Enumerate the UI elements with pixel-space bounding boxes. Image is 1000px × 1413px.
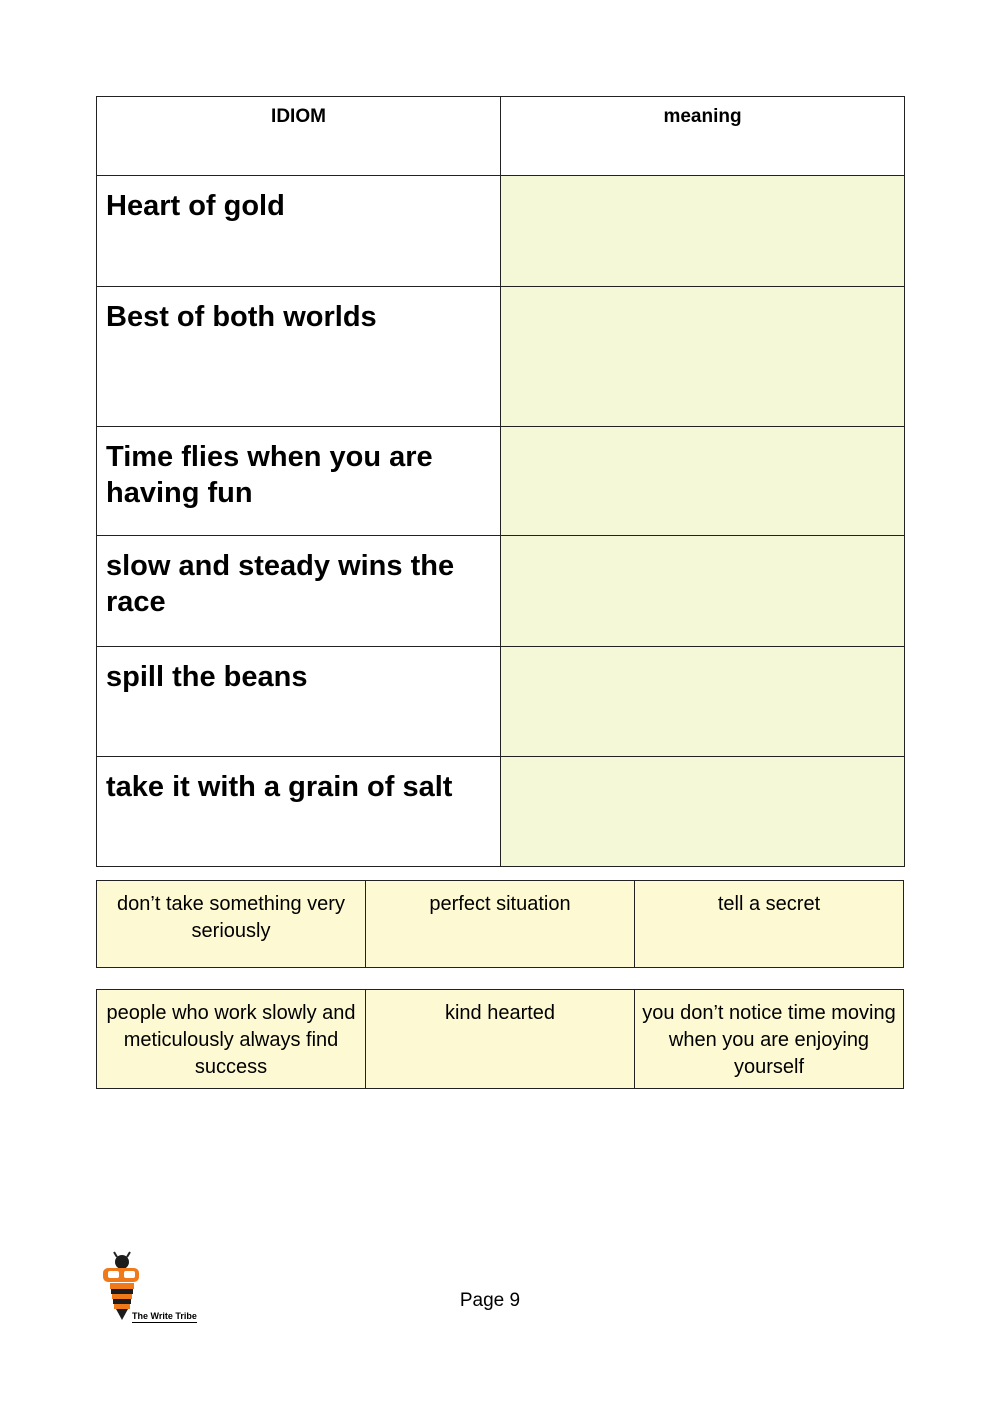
word-bank-row-1 [96, 880, 904, 968]
idiom-cell: slow and steady wins the race [97, 536, 501, 647]
meaning-drop-cell[interactable] [501, 287, 905, 427]
table-row [97, 757, 905, 867]
meaning-card[interactable]: tell a secret [635, 881, 904, 968]
meaning-card[interactable]: you don’t notice time moving when you are enjoying yourself [635, 990, 904, 1089]
idiom-column-header: IDIOM [97, 97, 501, 176]
meaning-card[interactable]: don’t take something very seriously [97, 881, 366, 968]
meaning-drop-cell[interactable] [501, 427, 905, 536]
logo-text: The Write Tribe [132, 1311, 197, 1321]
word-bank-row-2 [96, 989, 904, 1089]
meaning-card[interactable]: people who work slowly and meticulously always find success [97, 990, 366, 1089]
idiom-cell: take it with a grain of salt [97, 757, 501, 867]
meaning-card[interactable]: perfect situation [366, 881, 635, 968]
idiom-cell: Best of both worlds [97, 287, 501, 427]
idiom-cell: spill the beans [97, 647, 501, 757]
meaning-column-header: meaning [501, 97, 905, 176]
table-row [97, 176, 905, 287]
table-row [97, 647, 905, 757]
table-row [97, 427, 905, 536]
table-header-row [97, 97, 905, 176]
meaning-drop-cell[interactable] [501, 647, 905, 757]
idiom-table [96, 96, 905, 867]
page-number: Page 9 [459, 1290, 521, 1311]
meaning-card[interactable]: kind hearted [366, 990, 635, 1089]
idiom-cell: Time flies when you are having fun [97, 427, 501, 536]
meaning-drop-cell[interactable] [501, 536, 905, 647]
meaning-drop-cell[interactable] [501, 176, 905, 287]
meaning-drop-cell[interactable] [501, 757, 905, 867]
table-row [97, 536, 905, 647]
idiom-cell: Heart of gold [97, 176, 501, 287]
table-row [97, 287, 905, 427]
